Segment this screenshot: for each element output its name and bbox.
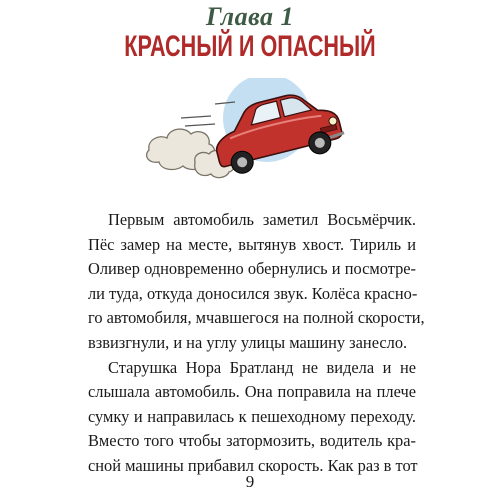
red-car-skidding-icon xyxy=(145,78,345,186)
body-text xyxy=(88,208,425,479)
text-line: Старушка Нора Братланд не видела и не xyxy=(108,357,416,377)
text-line: сной машины прибавил скорость. Как раз в тот xyxy=(88,455,418,475)
text-line: ли туда, откуда доносился звук. Колёса красно- xyxy=(88,283,418,303)
text-line: Первым автомобиль заметил Восьмёрчик. xyxy=(108,210,416,229)
chapter-title: КРАСНЫЙ И ОПАСНЫЙ xyxy=(124,30,376,63)
page-number: 9 xyxy=(245,472,255,491)
text-line: Пёс замер на месте, вытянув хвост. Тириль и xyxy=(88,234,416,254)
text-line: слышала автомобиль. Она поправила на плече xyxy=(88,382,416,402)
text-line: го автомобиля, мчавшегося на полной скорости, xyxy=(88,308,425,328)
text-line: сумку и направилась к пешеходному переходу. xyxy=(88,406,416,426)
text-line: Оливер одновременно обернулись и посмотре- xyxy=(88,259,416,279)
text-line: Вместо того чтобы затормозить, водитель кра- xyxy=(88,431,416,451)
chapter-number: Глава 1 xyxy=(205,2,295,31)
text-line: взвизгнули, и на углу улицы машину занесло. xyxy=(88,332,408,352)
